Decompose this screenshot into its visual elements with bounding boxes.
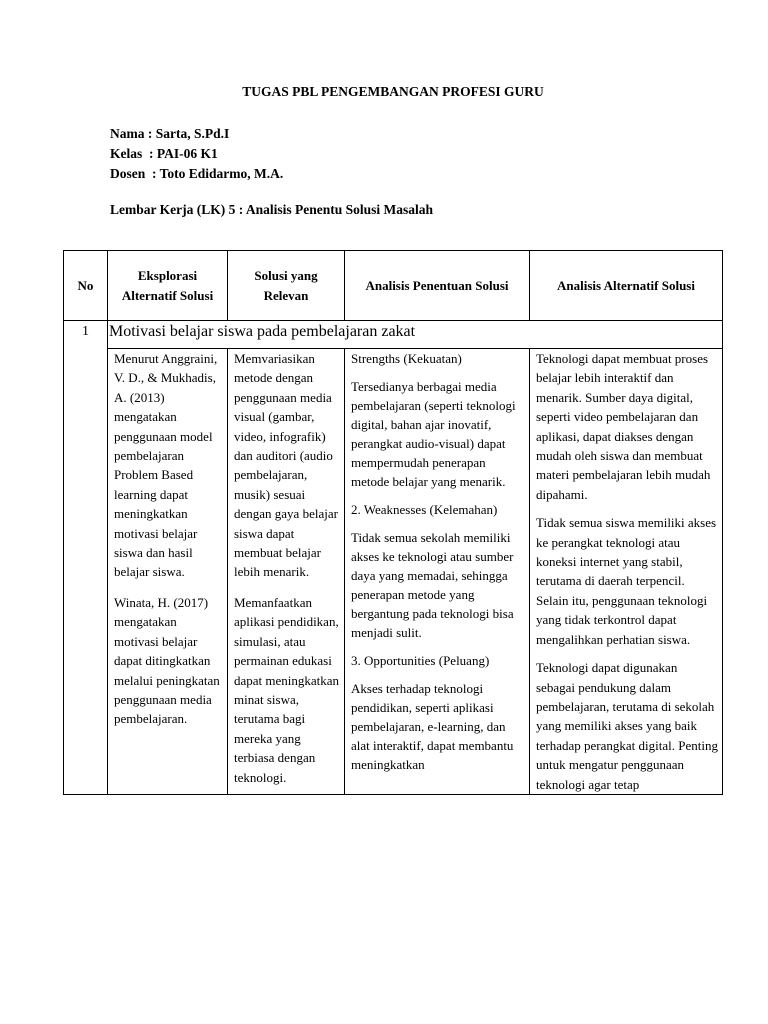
analisis-paragraph: 2. Weaknesses (Kelemahan) <box>351 502 498 517</box>
document-title: TUGAS PBL PENGEMBANGAN PROFESI GURU <box>242 84 544 99</box>
analisis-paragraph: Tidak semua sekolah memiliki akses ke teknologi atau sumber daya yang memadai, sehingga penerapan metode yang bergantung pada teknologi bisa menjadi sulit. <box>351 530 514 640</box>
table-row-content <box>64 349 723 795</box>
eksplorasi-cell <box>108 349 228 795</box>
eksplorasi-paragraph: Winata, H. (2017) mengatakan motivasi belajar dapat ditingkatkan melalui peningkatan penggunaan media pembelajaran. <box>114 594 220 727</box>
analisis-paragraph: Tersedianya berbagai media pembelajaran (seperti teknologi digital, bahan ajar inovatif, perangkat audio-visual) dapat mempermudah penerapan metode belajar yang menarik. <box>351 379 516 489</box>
identity-block <box>110 124 283 184</box>
alternatif-paragraph: Teknologi dapat digunakan sebagai pendukung dalam pembelajaran, terutama di sekolah yang memiliki akses yang baik terhadap perangkat digital. Penting untuk mengatur penggunaan teknologi agar tetap <box>536 660 718 792</box>
solusi-cell <box>228 349 345 795</box>
header-analisis-alternatif: Analisis Alternatif Solusi <box>530 251 723 321</box>
lecturer-line: Dosen : Toto Edidarmo, M.A. <box>110 166 284 181</box>
class-line: Kelas : PAI-06 K1 <box>110 146 218 161</box>
analisis-paragraph: 3. Opportunities (Peluang) <box>351 653 490 668</box>
header-analisis-penentuan: Analisis Penentuan Solusi <box>345 251 530 321</box>
table-header-row <box>64 251 723 321</box>
analisis-alternatif-cell <box>530 349 723 795</box>
header-eksplorasi: Eksplorasi Alternatif Solusi <box>108 251 228 321</box>
alternatif-paragraph: Tidak semua siswa memiliki akses ke perangkat teknologi atau koneksi internet yang stabil, terutama di daerah terpencil. Selain itu, penggunaan teknologi yang tidak terkontrol dapat mengalihkan perhatian siswa. <box>536 515 717 647</box>
solusi-paragraph: Memanfaatkan aplikasi pendidikan, simulasi, atau permainan edukasi dapat meningkatkan minat siswa, terutama bagi mereka yang terbiasa dengan teknologi. <box>234 594 340 785</box>
row-topic: Motivasi belajar siswa pada pembelajaran zakat <box>108 321 723 349</box>
header-no: No <box>64 251 108 321</box>
table-row-topic <box>64 321 723 349</box>
header-solusi: Solusi yang Relevan <box>228 251 345 321</box>
eksplorasi-paragraph: Menurut Anggraini, V. D., & Mukhadis, A. (2013) mengatakan penggunaan model pembelajaran Problem Based learning dapat meningkatkan motivasi belajar siswa dan hasil belajar siswa. <box>114 351 218 580</box>
solution-analysis-table <box>63 250 723 795</box>
solusi-paragraph: Memvariasikan metode dengan penggunaan media visual (gambar, video, infografik) dan auditori (audio pembelajaran, musik) sesuai dengan gaya belajar siswa dapat membuat belajar lebih menarik. <box>234 351 338 580</box>
alternatif-paragraph: Teknologi dapat membuat proses belajar lebih interaktif dan menarik. Sumber daya digital, seperti video pembelajaran dan aplikasi, dapat diakses dengan mudah oleh siswa dan membuat materi pembelajaran lebih mudah dipahami. <box>536 351 711 502</box>
analisis-paragraph: Strengths (Kekuatan) <box>351 351 462 366</box>
name-line: Nama : Sarta, S.Pd.I <box>110 126 230 141</box>
worksheet-heading: Lembar Kerja (LK) 5 : Analisis Penentu Solusi Masalah <box>110 202 434 217</box>
analisis-penentuan-cell <box>345 349 530 795</box>
row-number: 1 <box>64 321 108 795</box>
analisis-paragraph: Akses terhadap teknologi pendidikan, seperti aplikasi pembelajaran, e-learning, dan alat interaktif, dapat membantu meningkatkan <box>351 681 514 772</box>
